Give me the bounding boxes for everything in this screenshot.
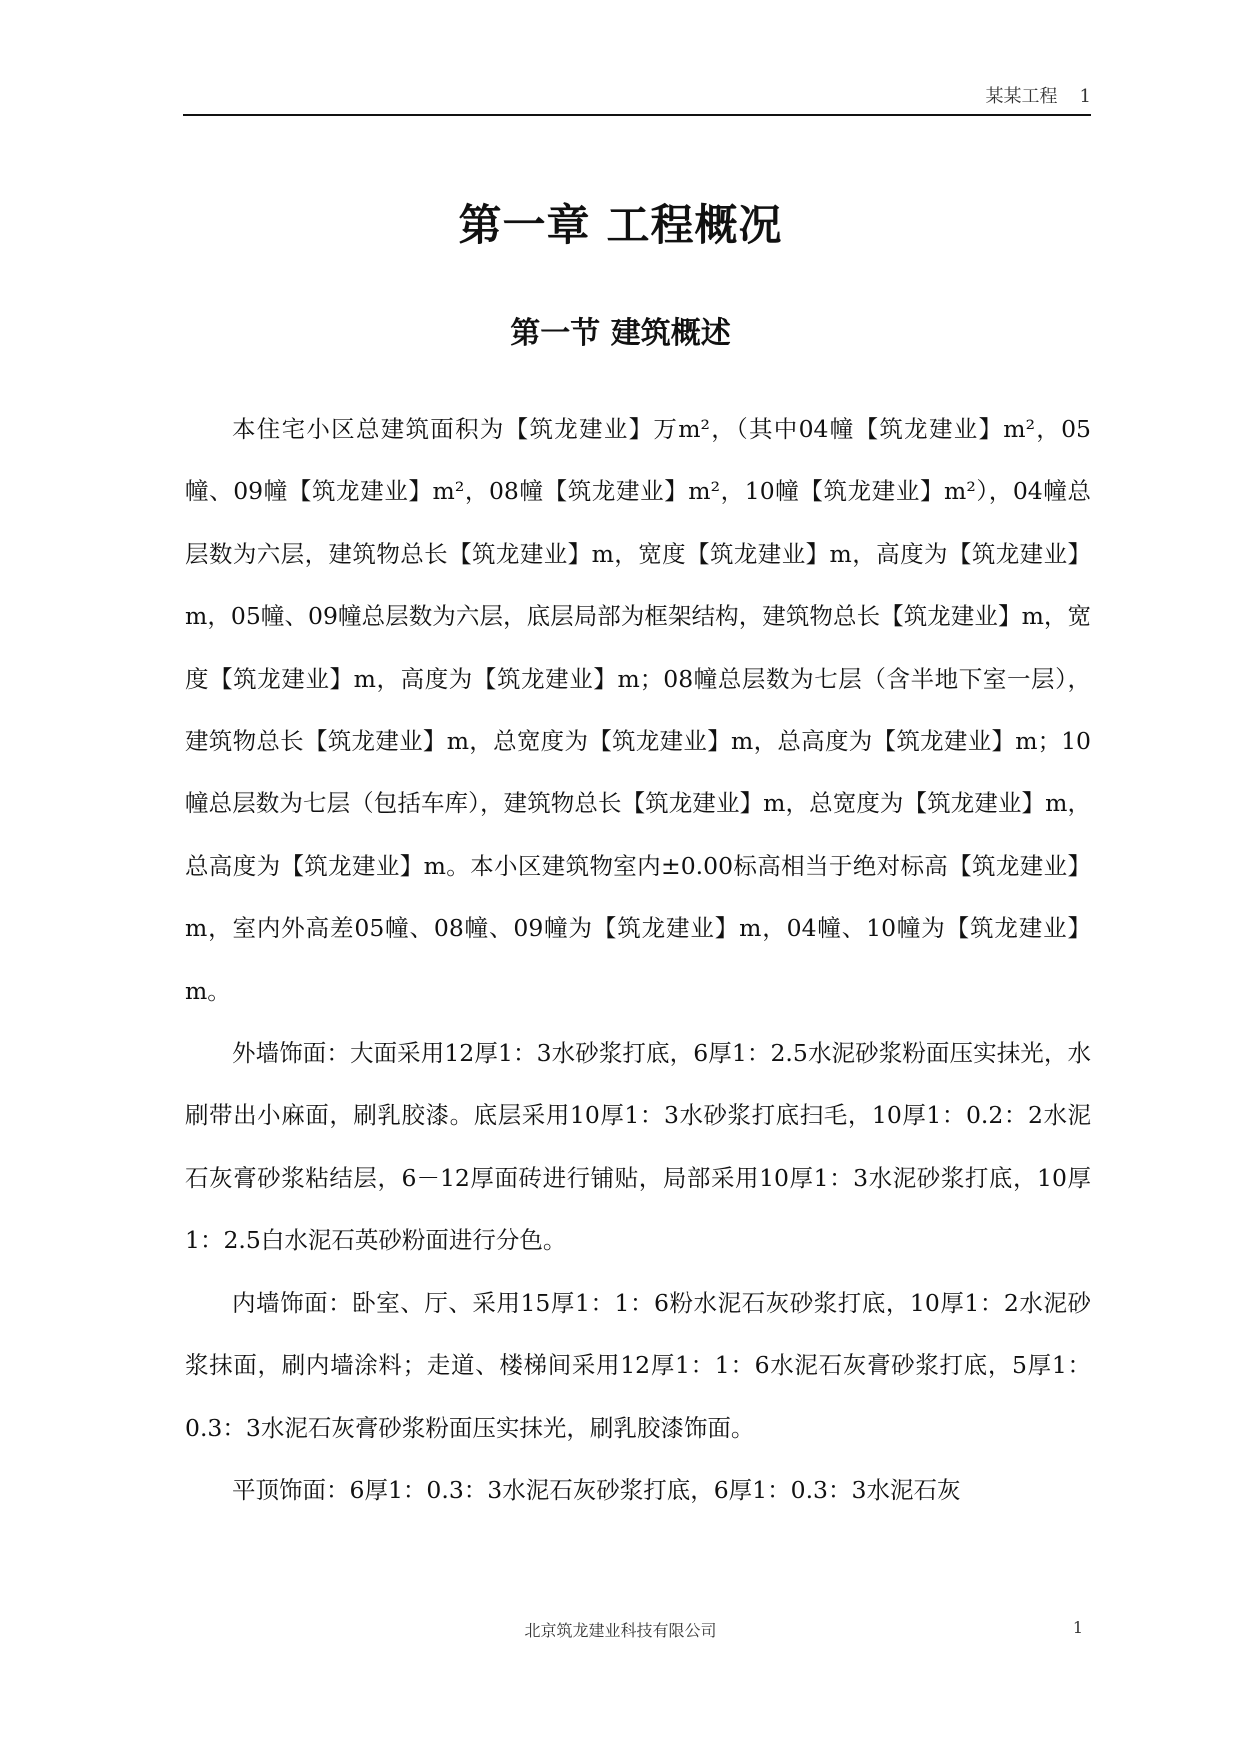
header-project-name: 某某工程: [985, 86, 1058, 107]
section-title: 第一节 建筑概述: [510, 316, 731, 351]
paragraph-ceiling: 平顶饰面：6厚1：0.3：3水泥石灰砂浆打底，6厚1：0.3：3水泥石灰: [232, 1475, 961, 1504]
footer-company: 北京筑龙建业科技有限公司: [524, 1621, 717, 1640]
document-body: [185, 398, 1091, 1521]
header-divider: [183, 114, 1091, 116]
footer-page-number: 1: [1072, 1618, 1083, 1637]
header-page-number: 1: [1079, 86, 1091, 107]
chapter-title: 第一章 工程概况: [458, 201, 783, 251]
paragraph-interior-wall: 内墙饰面：卧室、厅、采用15厚1：1：6粉水泥石灰砂浆打底，10厚1：2水泥砂浆抹面，刷内墙涂料；走道、楼梯间采用12厚1：1：6水泥石灰膏砂浆打底，5厚1：0.3：3水泥石灰膏砂浆粉面压实抹光，刷乳胶漆饰面。: [185, 1288, 1091, 1442]
paragraph-exterior-wall: 外墙饰面：大面采用12厚1：3水砂浆打底，6厚1：2.5水泥砂浆粉面压实抹光，水刷带出小麻面，刷乳胶漆。底层采用10厚1：3水砂浆打底扫毛，10厚1：0.2：2水泥石灰膏砂浆粘结层，6－12厚面砖进行铺贴，局部采用10厚1：3水泥砂浆打底，10厚1：2.5白水泥石英砂粉面进行分色。: [185, 1039, 1091, 1255]
paragraph-overview: 本住宅小区总建筑面积为【筑龙建业】万m²，（其中04幢【筑龙建业】m²，05幢、09幢【筑龙建业】m²，08幢【筑龙建业】m²，10幢【筑龙建业】m²），04幢总层数为六层，建筑物总长【筑龙建业】m，宽度【筑龙建业】m，高度为【筑龙建业】m，05幢、09幢总层数为六层，底层局部为框架结构，建筑物总长【筑龙建业】m，宽度【筑龙建业】m，高度为【筑龙建业】m；08幢总层数为七层（含半地下室一层），建筑物总长【筑龙建业】m，总宽度为【筑龙建业】m，总高度为【筑龙建业】m；10幢总层数为七层（包括车库），建筑物总长【筑龙建业】m，总宽度为【筑龙建业】m，总高度为【筑龙建业】m。本小区建筑物室内±0.00标高相当于绝对标高【筑龙建业】m，室内外高差05幢、08幢、09幢为【筑龙建业】m，04幢、10幢为【筑龙建业】m。: [185, 415, 1091, 1005]
page-header: [183, 82, 1091, 112]
